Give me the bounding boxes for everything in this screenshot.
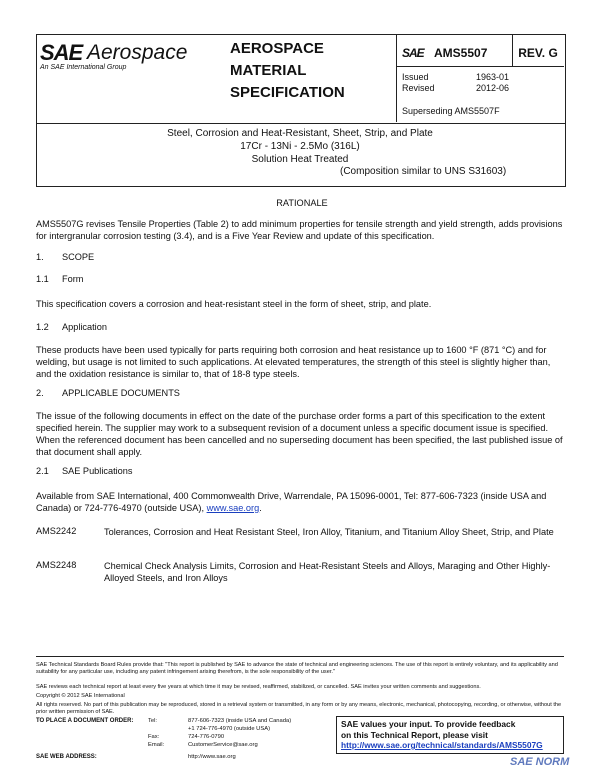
sae-mini-logo: SAE: [402, 46, 424, 60]
fax-label: Fax:: [148, 734, 160, 740]
revised-label: Revised: [402, 83, 435, 93]
superseding-note: Superseding AMS5507F: [402, 106, 500, 116]
sae-website-link[interactable]: www.sae.org: [206, 503, 260, 513]
order-label: TO PLACE A DOCUMENT ORDER:: [36, 718, 134, 724]
form-text: This specification covers a corrosion and heat-resistant steel in the form of sheet, strip, and plate.: [36, 299, 432, 309]
reference-code: AMS2248: [36, 560, 77, 570]
revision-label: REV. G: [518, 46, 558, 60]
section-number: 1.1: [36, 274, 49, 284]
feedback-box: [336, 716, 564, 754]
sentence-end: .: [259, 503, 262, 513]
footer-rule: [36, 656, 564, 657]
revised-date: 2012-06: [476, 83, 510, 93]
rationale-heading: RATIONALE: [276, 198, 328, 208]
material-condition: Solution Heat Treated: [251, 154, 349, 165]
fax-value: 724-776-0790: [188, 734, 225, 740]
issued-date: 1963-01: [476, 72, 510, 82]
email-value[interactable]: CustomerService@sae.org: [188, 742, 258, 748]
aerospace-logo-text: Aerospace: [87, 41, 188, 64]
copyright-text: Copyright © 2012 SAE International: [36, 693, 125, 699]
header-divider: [396, 34, 397, 122]
material-title: Steel, Corrosion and Heat-Resistant, Sheet, Strip, and Plate: [167, 128, 433, 139]
applicable-documents-text: The issue of the following documents in effect on the date of the purchase order forms a part of this specification to the extent specified herein. The supplier may work to a subsequent revision of a document unless a specific document issue is specified. When the referenced document has been cancelled and no superseding document has been specified, the last published issue of that document shall apply.: [36, 411, 563, 457]
web-value[interactable]: http://www.sae.org: [188, 754, 236, 760]
spec-title-line: AEROSPACE: [230, 40, 324, 57]
tel-outside-value: +1 724-776-4970 (outside USA): [188, 726, 271, 732]
reference-description: Tolerances, Corrosion and Heat Resistant Steel, Iron Alloy, Titanium, and Titanium Alloy Sheet, Strip, and Plate: [104, 527, 554, 537]
section-number: 1.: [36, 252, 44, 262]
reference-code: AMS2242: [36, 526, 77, 536]
tel-value: 877-606-7323 (inside USA and Canada): [188, 718, 292, 724]
review-text: SAE reviews each technical report at least every five years at which time it may be revised, reaffirmed, stabilized, or cancelled. SAE invites your written comments and suggestions.: [36, 684, 481, 690]
spec-title: [230, 38, 380, 104]
feedback-text: SAE values your input. To provide feedback: [341, 719, 516, 729]
spec-title-line: SPECIFICATION: [230, 84, 345, 101]
policy-text: SAE Technical Standards Board Rules provide that: "This report is published by SAE to advance the state of technical and engineering sciences. The use of this report is entirely voluntary, and its applicability and suitability for any particular use, including any patent infringement arising therefrom, is the sole responsibility of the user.": [36, 662, 558, 675]
email-label: Email:: [148, 742, 165, 748]
section-number: 2.: [36, 388, 44, 398]
tel-label: Tel:: [148, 718, 158, 724]
feedback-text: on this Technical Report, please visit: [341, 729, 488, 740]
section-number: 1.2: [36, 322, 49, 332]
issued-label: Issued: [402, 72, 429, 82]
header-divider: [396, 66, 564, 67]
reference-description: Chemical Check Analysis Limits, Corrosion and Heat-Resistant Steels and Alloys, Maraging and Other Highly-Alloyed Steels, and Iron Alloys: [104, 561, 551, 583]
sae-publications-body: Available from SAE International, 400 Commonwealth Drive, Warrendale, PA 15096-0001, Tel: 877-606-7323 (inside USA and Canada) or 724-776-4970 (outside USA),: [36, 491, 547, 513]
section-title: SAE Publications: [62, 466, 133, 476]
document-number: AMS5507: [434, 46, 488, 60]
spec-title-line: MATERIAL: [230, 62, 307, 79]
sae-logo: SAE: [40, 40, 83, 65]
feedback-link[interactable]: http://www.sae.org/technical/standards/AMS5507G: [341, 740, 543, 750]
logo-subtitle: An SAE International Group: [40, 64, 127, 71]
rights-text: All rights reserved. No part of this publication may be reproduced, stored in a retrieval system or transmitted, in any form or by any means, electronic, mechanical, photocopying, recording, or otherwise, without the prior written permission of SAE.: [36, 702, 562, 715]
section-title: SCOPE: [62, 252, 95, 262]
sae-publications-text: [36, 490, 568, 514]
section-title: APPLICABLE DOCUMENTS: [62, 388, 180, 398]
material-composition: 17Cr - 13Ni - 2.5Mo (316L): [240, 141, 360, 152]
date-block: [402, 72, 509, 94]
section-number: 2.1: [36, 466, 49, 476]
section-title: Application: [62, 322, 107, 332]
web-label: SAE WEB ADDRESS:: [36, 754, 97, 760]
section-title: Form: [62, 274, 84, 284]
application-text: These products have been used typically for parts requiring both corrosion and heat resistance up to 1600 °F (871 °C) and for welding, but usage is not limited to such applications. At elevated temperatures, the strength of this steel is slightly higher than, and the oxidation resistance is similar to, that of 18-8 type steels.: [36, 345, 551, 379]
uns-composition: (Composition similar to UNS S31603): [340, 166, 507, 177]
rationale-text: AMS5507G revises Tensile Properties (Table 2) to add minimum properties for tensile strength and yield strength, adds provisions for intergranular corrosion testing (3.4), and is a Five Year Review and update of this specification.: [36, 219, 563, 241]
sae-norm-watermark: SAE NORM: [510, 756, 570, 768]
